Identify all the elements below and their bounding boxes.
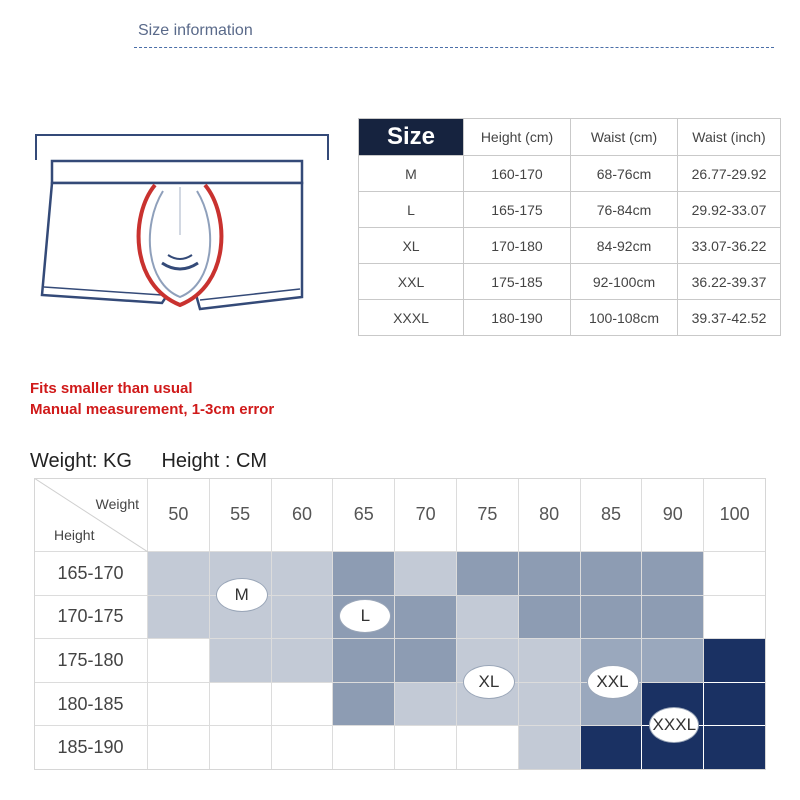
grid-cell <box>210 726 272 770</box>
size-cell: XXXL <box>359 300 464 336</box>
weight-tick-label: 100 <box>704 478 766 552</box>
grid-cell <box>519 596 581 640</box>
grid-cell <box>333 639 395 683</box>
grid-cell <box>395 552 457 596</box>
waist-cm-cell: 92-100cm <box>571 264 678 300</box>
size-zone-label: M <box>216 578 268 612</box>
grid-cell <box>642 552 704 596</box>
weight-height-grid <box>34 478 766 770</box>
grid-cell <box>642 639 704 683</box>
weight-tick-label: 60 <box>272 478 334 552</box>
grid-cell <box>272 596 334 640</box>
size-zone-label: XXL <box>587 665 639 699</box>
size-table-header <box>359 119 781 156</box>
grid-cell <box>272 639 334 683</box>
grid-corner-header <box>34 478 148 552</box>
weight-tick-label: 50 <box>148 478 210 552</box>
weight-tick-label: 75 <box>457 478 519 552</box>
measurement-error-note: Manual measurement, 1-3cm error <box>30 401 275 418</box>
grid-cell <box>148 726 210 770</box>
grid-cell <box>642 596 704 640</box>
grid-cell <box>581 726 643 770</box>
waist-cm-column-header: Waist (cm) <box>571 119 678 156</box>
waist-inch-cell: 36.22-39.37 <box>678 264 781 300</box>
height-cell: 160-170 <box>464 156 571 192</box>
height-unit-label: Height : CM <box>161 450 268 472</box>
x-axis-label: Weight <box>95 496 139 512</box>
grid-cell <box>457 596 519 640</box>
table-row <box>359 300 781 336</box>
height-tick-label: 175-180 <box>34 639 148 683</box>
weight-tick-label: 55 <box>210 478 272 552</box>
grid-cell <box>210 683 272 727</box>
weight-tick-label: 85 <box>581 478 643 552</box>
height-tick-label: 165-170 <box>34 552 148 596</box>
units-legend <box>30 450 291 473</box>
grid-cell <box>581 552 643 596</box>
grid-cell <box>148 552 210 596</box>
grid-cell <box>272 683 334 727</box>
grid-cell <box>272 726 334 770</box>
height-tick-label: 170-175 <box>34 596 148 640</box>
grid-cell <box>333 552 395 596</box>
waist-cm-cell: 84-92cm <box>571 228 678 264</box>
grid-cell <box>519 639 581 683</box>
size-zone-label: L <box>339 599 391 633</box>
y-axis-label: Height <box>54 527 95 543</box>
grid-cell <box>581 596 643 640</box>
waist-cm-cell: 100-108cm <box>571 300 678 336</box>
section-title: Size information <box>138 22 253 39</box>
grid-cell <box>395 639 457 683</box>
table-row <box>359 156 781 192</box>
grid-cell <box>148 683 210 727</box>
height-cell: 180-190 <box>464 300 571 336</box>
grid-cell <box>704 552 766 596</box>
waist-inch-cell: 33.07-36.22 <box>678 228 781 264</box>
size-cell: XL <box>359 228 464 264</box>
weight-unit-label: Weight: KG <box>30 450 132 472</box>
grid-cell <box>272 552 334 596</box>
grid-cell <box>519 552 581 596</box>
grid-cell <box>704 683 766 727</box>
grid-cell <box>148 639 210 683</box>
fit-warning-note: Fits smaller than usual <box>30 380 193 397</box>
grid-cell <box>395 683 457 727</box>
size-column-header: Size <box>359 119 464 156</box>
waist-inch-cell: 39.37-42.52 <box>678 300 781 336</box>
grid-cell <box>519 726 581 770</box>
grid-cell <box>704 639 766 683</box>
waist-cm-cell: 76-84cm <box>571 192 678 228</box>
grid-cell <box>457 552 519 596</box>
size-cell: L <box>359 192 464 228</box>
height-tick-label: 180-185 <box>34 683 148 727</box>
size-table <box>358 118 781 336</box>
grid-cell <box>148 596 210 640</box>
waist-inch-column-header: Waist (inch) <box>678 119 781 156</box>
grid-cell <box>395 596 457 640</box>
grid-cell <box>210 639 272 683</box>
grid-cell <box>704 596 766 640</box>
weight-tick-label: 90 <box>642 478 704 552</box>
table-row <box>359 192 781 228</box>
boxer-briefs-illustration <box>30 125 340 325</box>
height-cell: 170-180 <box>464 228 571 264</box>
height-column-header: Height (cm) <box>464 119 571 156</box>
height-tick-label: 185-190 <box>34 726 148 770</box>
size-cell: XXL <box>359 264 464 300</box>
weight-tick-label: 80 <box>519 478 581 552</box>
grid-cell <box>333 683 395 727</box>
grid-cell <box>519 683 581 727</box>
size-zone-label: XL <box>463 665 515 699</box>
grid-cell <box>333 726 395 770</box>
section-divider <box>134 47 774 48</box>
weight-tick-label: 65 <box>333 478 395 552</box>
height-cell: 175-185 <box>464 264 571 300</box>
height-cell: 165-175 <box>464 192 571 228</box>
grid-cell <box>395 726 457 770</box>
waist-inch-cell: 26.77-29.92 <box>678 156 781 192</box>
table-row <box>359 264 781 300</box>
table-row <box>359 228 781 264</box>
grid-cell <box>704 726 766 770</box>
weight-tick-label: 70 <box>395 478 457 552</box>
size-cell: M <box>359 156 464 192</box>
waist-inch-cell: 29.92-33.07 <box>678 192 781 228</box>
grid-cell <box>457 726 519 770</box>
waist-cm-cell: 68-76cm <box>571 156 678 192</box>
size-zone-label: XXXL <box>649 707 699 743</box>
